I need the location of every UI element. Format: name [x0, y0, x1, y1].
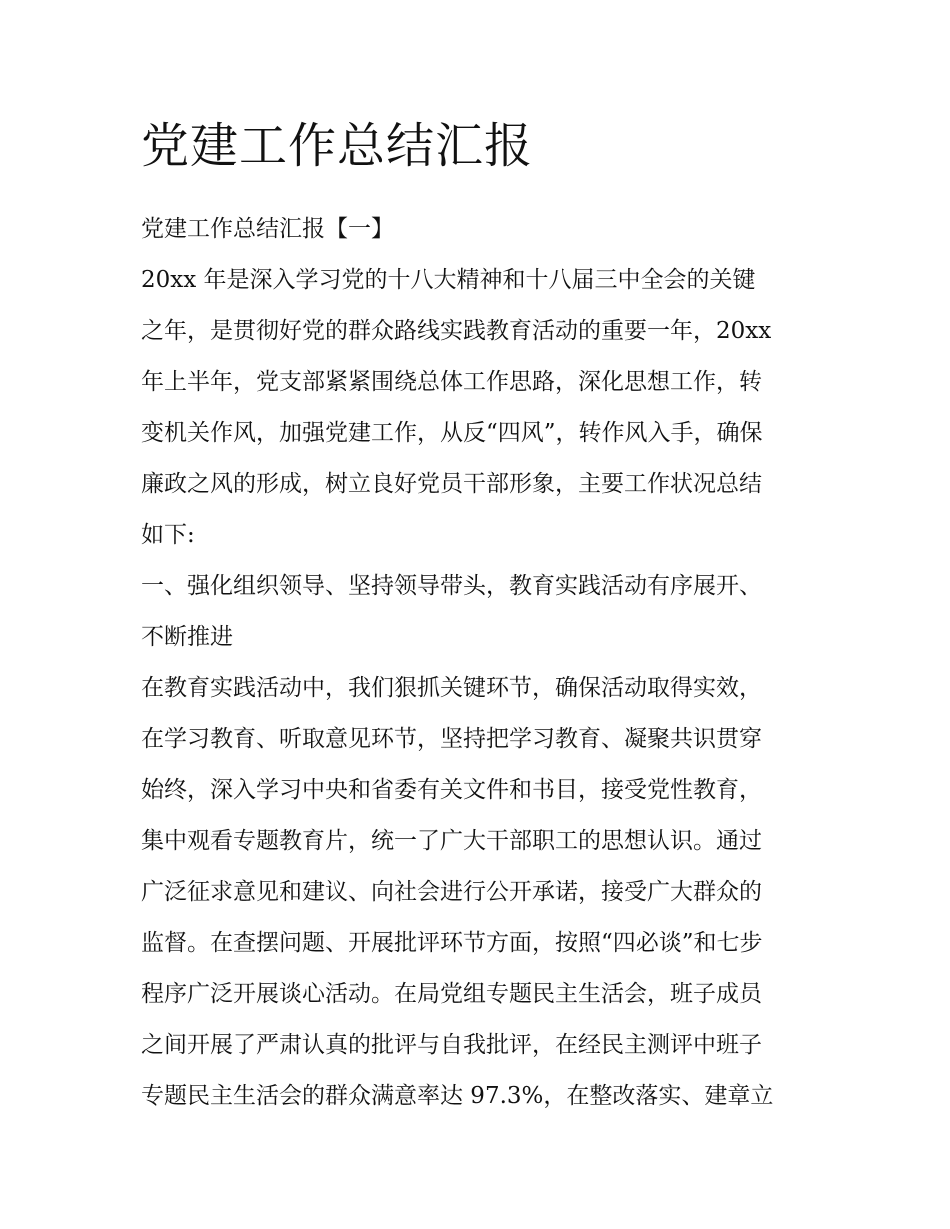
paragraph-line: 监督。在查摆问题、开展批评环节方面，按照“四必谈”和七步	[141, 930, 763, 956]
paragraph-line: 在教育实践活动中，我们狠抓关键环节，确保活动取得实效，	[141, 675, 762, 701]
document-title: 党建工作总结汇报	[141, 118, 534, 174]
paragraph-line: 之间开展了严肃认真的批评与自我批评，在经民主测评中班子	[141, 1032, 762, 1058]
paragraph-line: 在学习教育、听取意见环节，坚持把学习教育、凝聚共识贯穿	[141, 726, 762, 752]
document-body	[141, 112, 821, 1122]
paragraph-line: 集中观看专题教育片，统一了广大干部职工的思想认识。通过	[141, 828, 762, 854]
paragraph-line: 廉政之风的形成，树立良好党员干部形象，主要工作状况总结	[141, 471, 762, 497]
paragraph-line: 始终，深入学习中央和省委有关文件和书目，接受党性教育，	[141, 777, 762, 803]
paragraph-line: 之年，是贯彻好党的群众路线实践教育活动的重要一年，20xx	[141, 318, 772, 344]
paragraph-line: 20xx 年是深入学习党的十八大精神和十八届三中全会的关键	[141, 267, 756, 293]
paragraph-line: 年上半年，党支部紧紧围绕总体工作思路，深化思想工作，转	[141, 369, 762, 395]
paragraph-line: 变机关作风，加强党建工作，从反“四风”，转作风入手，确保	[141, 420, 763, 446]
subheading-line: 不断推进	[141, 624, 233, 650]
section-heading: 党建工作总结汇报【一】	[141, 216, 394, 242]
paragraph-line: 程序广泛开展谈心活动。在局党组专题民主生活会，班子成员	[141, 981, 762, 1007]
paragraph-line: 广泛征求意见和建议、向社会进行公开承诺，接受广大群众的	[141, 879, 762, 905]
paragraph-line: 如下:	[141, 522, 195, 548]
subheading-line: 一、强化组织领导、坚持领导带头，教育实践活动有序展开、	[141, 573, 762, 599]
paragraph-line: 专题民主生活会的群众满意率达 97.3%，在整改落实、建章立	[141, 1083, 774, 1109]
